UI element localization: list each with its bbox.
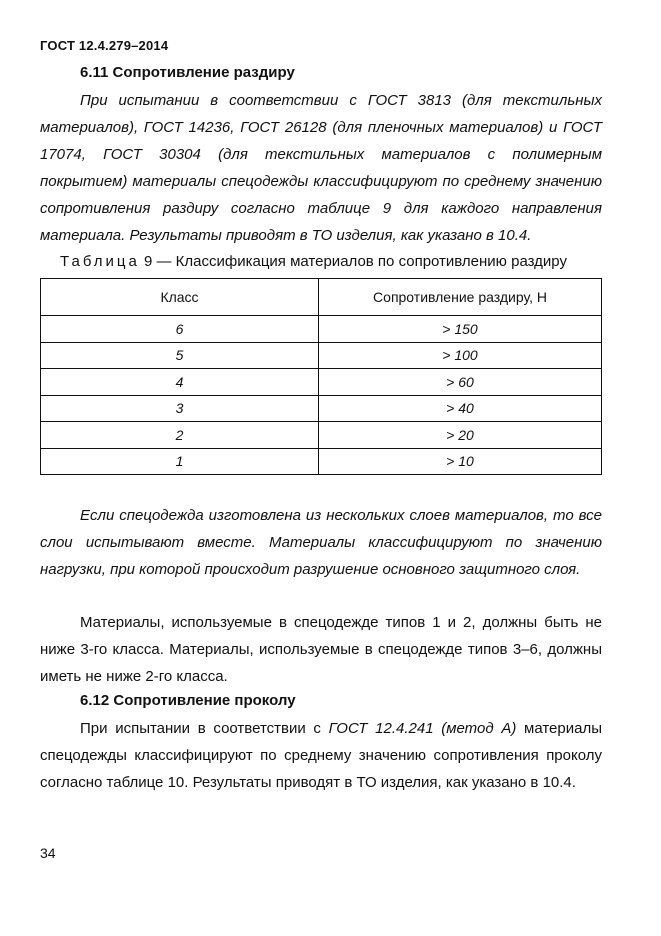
page-number: 34 — [40, 845, 56, 861]
table-cell-resistance: > 20 — [319, 422, 602, 449]
table-row — [41, 395, 602, 422]
table-row — [41, 422, 602, 449]
section-6-12-paragraph — [40, 715, 602, 796]
table-cell-resistance: > 100 — [319, 342, 602, 369]
table-row — [41, 448, 602, 475]
table-cell-class: 4 — [41, 369, 319, 396]
table-cell-class: 6 — [41, 316, 319, 343]
table-cell-class: 3 — [41, 395, 319, 422]
section-6-12-standard-ref: ГОСТ 12.4.241 (метод А) — [328, 720, 517, 737]
table-cell-class: 5 — [41, 342, 319, 369]
table-header-class: Класс — [41, 279, 319, 316]
table-9-caption — [60, 253, 567, 270]
multilayer-paragraph: Если спецодежда изготовлена из нескольких слоев материалов, то все слои испытывают вместе. Материалы классифицируют по значению нагрузки, при которой происходит разрушение основного защитного слоя. — [40, 507, 602, 578]
table-header-row — [41, 279, 602, 316]
table-cell-class: 2 — [41, 422, 319, 449]
section-6-11-paragraph: При испытании в соответствии с ГОСТ 3813 (для текстильных материалов), ГОСТ 14236, ГОСТ 26128 (для пленочных материалов) и ГОСТ 17074, ГОСТ 30304 (для текстильных материалов с полимерным покрытием) материалы спецодежды классифицируют по среднему значению сопротивления раздиру согласно таблице 9 для каждого направления материала. Результаты приводят в ТО изделия, как указано в 10.4. — [40, 92, 602, 244]
section-6-12-text-start: При испытании в соответствии с — [80, 720, 329, 737]
table-header-resistance: Сопротивление раздиру, Н — [319, 279, 602, 316]
table-cell-class: 1 — [41, 448, 319, 475]
table-row — [41, 342, 602, 369]
class-requirements-paragraph: Материалы, используемые в спецодежде типов 1 и 2, должны быть не ниже 3-го класса. Материалы, используемые в спецодежде типов 3–6, должны иметь не ниже 2-го класса. — [40, 614, 602, 685]
section-6-12-title: 6.12 Сопротивление проколу — [80, 692, 296, 709]
document-header: ГОСТ 12.4.279–2014 — [40, 38, 169, 53]
table-9-caption-text: 9 — Классификация материалов по сопротивлению раздиру — [139, 253, 567, 270]
table-row — [41, 316, 602, 343]
table-row — [41, 369, 602, 396]
table-cell-resistance: > 10 — [319, 448, 602, 475]
section-6-11-title: 6.11 Сопротивление раздиру — [80, 64, 295, 81]
table-cell-resistance: > 60 — [319, 369, 602, 396]
table-cell-resistance: > 150 — [319, 316, 602, 343]
table-cell-resistance: > 40 — [319, 395, 602, 422]
section-6-12-text-end: материалы спецодежды классифицируют по среднему значению сопротивления проколу согласно таблице 10. Результаты приводят в ТО изделия, как указано в 10.4. — [40, 720, 603, 791]
table-9 — [40, 278, 602, 475]
table-9-caption-prefix: Таблица — [60, 253, 140, 270]
